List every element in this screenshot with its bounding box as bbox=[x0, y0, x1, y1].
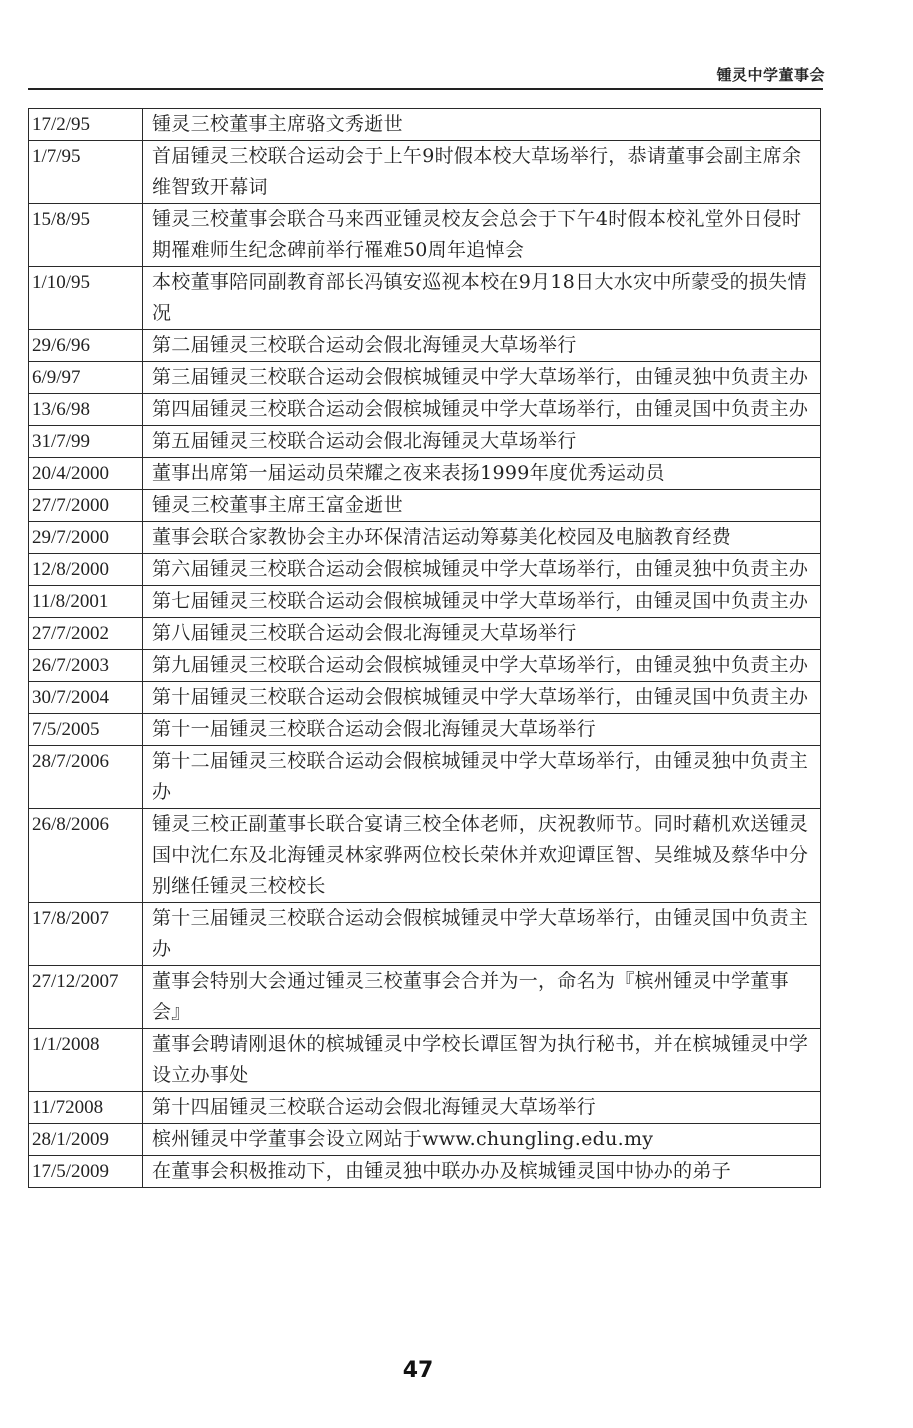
table-row bbox=[29, 1029, 821, 1092]
table-row bbox=[29, 330, 821, 362]
table-row bbox=[29, 362, 821, 394]
event-description: 第七届锺灵三校联合运动会假槟城锺灵中学大草场举行，由锺灵国中负责主办 bbox=[143, 586, 821, 618]
event-description: 董事会特别大会通过锺灵三校董事会合并为一，命名为『槟州锺灵中学董事会』 bbox=[143, 966, 821, 1029]
event-description: 第十二届锺灵三校联合运动会假槟城锺灵中学大草场举行，由锺灵独中负责主办 bbox=[143, 746, 821, 809]
running-header-title: 锺灵中学董事会 bbox=[716, 66, 825, 84]
table-row bbox=[29, 746, 821, 809]
page-number: 47 bbox=[402, 1358, 434, 1383]
event-description: 锺灵三校董事主席王富金逝世 bbox=[143, 490, 821, 522]
event-description: 第三届锺灵三校联合运动会假槟城锺灵中学大草场举行，由锺灵独中负责主办 bbox=[143, 362, 821, 394]
event-date: 1/7/95 bbox=[29, 141, 143, 204]
event-description: 董事会联合家教协会主办环保清洁运动筹募美化校园及电脑教育经费 bbox=[143, 522, 821, 554]
table-row bbox=[29, 586, 821, 618]
table-row bbox=[29, 1092, 821, 1124]
table-row bbox=[29, 490, 821, 522]
table-row bbox=[29, 394, 821, 426]
event-date: 27/12/2007 bbox=[29, 966, 143, 1029]
event-date: 31/7/99 bbox=[29, 426, 143, 458]
event-description: 槟州锺灵中学董事会设立网站于www.chungling.edu.my bbox=[143, 1124, 821, 1156]
event-date: 30/7/2004 bbox=[29, 682, 143, 714]
event-date: 1/10/95 bbox=[29, 267, 143, 330]
table-row bbox=[29, 141, 821, 204]
event-description: 在董事会积极推动下，由锺灵独中联办办及槟城锺灵国中协办的弟子 bbox=[143, 1156, 821, 1188]
table-row bbox=[29, 618, 821, 650]
event-date: 17/5/2009 bbox=[29, 1156, 143, 1188]
table-row bbox=[29, 426, 821, 458]
event-date: 11/72008 bbox=[29, 1092, 143, 1124]
event-description: 第五届锺灵三校联合运动会假北海锺灵大草场举行 bbox=[143, 426, 821, 458]
event-date: 20/4/2000 bbox=[29, 458, 143, 490]
event-description: 董事会聘请刚退休的槟城锺灵中学校长谭匡智为执行秘书，并在槟城锺灵中学设立办事处 bbox=[143, 1029, 821, 1092]
event-description: 第八届锺灵三校联合运动会假北海锺灵大草场举行 bbox=[143, 618, 821, 650]
event-description: 本校董事陪同副教育部长冯镇安巡视本校在9月18日大水灾中所蒙受的损失情况 bbox=[143, 267, 821, 330]
event-date: 26/8/2006 bbox=[29, 809, 143, 903]
table-row bbox=[29, 267, 821, 330]
chronology-table-body bbox=[29, 109, 821, 1188]
event-date: 13/6/98 bbox=[29, 394, 143, 426]
event-date: 6/9/97 bbox=[29, 362, 143, 394]
table-row bbox=[29, 554, 821, 586]
event-description: 锺灵三校董事会联合马来西亚锺灵校友会总会于下午4时假本校礼堂外日侵时期罹难师生纪念碑前举行罹难50周年追悼会 bbox=[143, 204, 821, 267]
table-row bbox=[29, 458, 821, 490]
event-description: 第十四届锺灵三校联合运动会假北海锺灵大草场举行 bbox=[143, 1092, 821, 1124]
event-date: 26/7/2003 bbox=[29, 650, 143, 682]
event-description: 董事出席第一届运动员荣耀之夜来表扬1999年度优秀运动员 bbox=[143, 458, 821, 490]
event-date: 11/8/2001 bbox=[29, 586, 143, 618]
table-row bbox=[29, 1124, 821, 1156]
table-row bbox=[29, 522, 821, 554]
event-date: 17/8/2007 bbox=[29, 903, 143, 966]
table-row bbox=[29, 903, 821, 966]
event-date: 29/6/96 bbox=[29, 330, 143, 362]
event-date: 28/7/2006 bbox=[29, 746, 143, 809]
event-description: 第四届锺灵三校联合运动会假槟城锺灵中学大草场举行，由锺灵国中负责主办 bbox=[143, 394, 821, 426]
event-date: 17/2/95 bbox=[29, 109, 143, 141]
table-row bbox=[29, 714, 821, 746]
event-date: 29/7/2000 bbox=[29, 522, 143, 554]
header-divider bbox=[28, 88, 823, 90]
event-date: 1/1/2008 bbox=[29, 1029, 143, 1092]
event-date: 27/7/2000 bbox=[29, 490, 143, 522]
event-description: 锺灵三校正副董事长联合宴请三校全体老师，庆祝教师节。同时藉机欢送锺灵国中沈仁东及北海锺灵林家骅两位校长荣休并欢迎谭匡智、吴维城及蔡华中分别继任锺灵三校校长 bbox=[143, 809, 821, 903]
event-date: 28/1/2009 bbox=[29, 1124, 143, 1156]
event-description: 第十三届锺灵三校联合运动会假槟城锺灵中学大草场举行，由锺灵国中负责主办 bbox=[143, 903, 821, 966]
event-description: 第二届锺灵三校联合运动会假北海锺灵大草场举行 bbox=[143, 330, 821, 362]
table-row bbox=[29, 682, 821, 714]
event-description: 第六届锺灵三校联合运动会假槟城锺灵中学大草场举行，由锺灵独中负责主办 bbox=[143, 554, 821, 586]
table-row bbox=[29, 109, 821, 141]
event-description: 第十一届锺灵三校联合运动会假北海锺灵大草场举行 bbox=[143, 714, 821, 746]
table-row bbox=[29, 204, 821, 267]
event-date: 12/8/2000 bbox=[29, 554, 143, 586]
event-description: 锺灵三校董事主席骆文秀逝世 bbox=[143, 109, 821, 141]
table-row bbox=[29, 650, 821, 682]
table-row bbox=[29, 966, 821, 1029]
event-description: 第十届锺灵三校联合运动会假槟城锺灵中学大草场举行，由锺灵国中负责主办 bbox=[143, 682, 821, 714]
table-row bbox=[29, 809, 821, 903]
chronology-table bbox=[28, 108, 821, 1188]
event-description: 第九届锺灵三校联合运动会假槟城锺灵中学大草场举行，由锺灵独中负责主办 bbox=[143, 650, 821, 682]
event-date: 15/8/95 bbox=[29, 204, 143, 267]
table-row bbox=[29, 1156, 821, 1188]
event-description: 首届锺灵三校联合运动会于上午9时假本校大草场举行，恭请董事会副主席余维智致开幕词 bbox=[143, 141, 821, 204]
event-date: 27/7/2002 bbox=[29, 618, 143, 650]
event-date: 7/5/2005 bbox=[29, 714, 143, 746]
